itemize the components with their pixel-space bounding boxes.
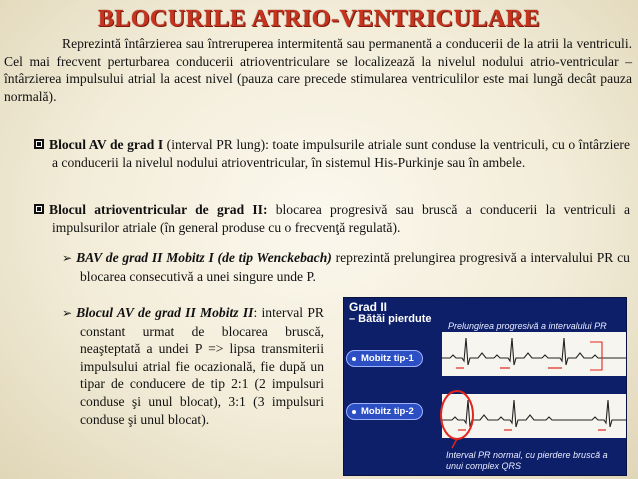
tag-mobitz-1: Mobitz tip-1 <box>346 350 423 367</box>
sub-bullet-mobitz-1-text: reprezintă prelungirea progresivă a intervalului PR cu blocarea consecutivă a unei singure unde P. <box>80 250 630 284</box>
checkbox-bullet-icon <box>34 204 44 214</box>
bullet-grad-2 <box>34 201 630 236</box>
figure-note-progressive: Prelungirea progresivă a intervalului PR <box>448 321 607 331</box>
tag-mobitz-2: Mobitz tip-2 <box>346 403 423 420</box>
intro-paragraph: Reprezintă întârzierea sau întreruperea intermitentă sau permanentă a conducerii de la atrii la ventriculi. Cel mai frecvent perturbarea conducerii atrioventriculare se localizează la nivelul nodului atrio-ventricular – întârzierea impulsului atrial la acest nivel (pauza care precede stimularea ventriculilor este mai lungă decât pauza normală). <box>4 36 632 104</box>
arrow-bullet-icon: ➢ <box>62 306 73 320</box>
sub-bullet-mobitz-1 <box>62 249 630 285</box>
ecg-figure <box>343 297 627 476</box>
figure-title: Grad II <box>349 300 388 314</box>
sub-bullet-mobitz-2 <box>62 304 324 428</box>
arrow-bullet-icon: ➢ <box>62 251 73 265</box>
bullet-grad-1-text: (interval PR lung): toate impulsurile atriale sunt conduse la ventriculi, cu o întârziere a conducerii la nivelul nodului atrioventricular, în sistemul His-Purkinje sau în ambele. <box>52 137 630 170</box>
slide-title: BLOCURILE ATRIO-VENTRICULARE <box>97 6 541 32</box>
sub-bullet-mobitz-2-heading: Blocul AV de grad II Mobitz II <box>76 305 254 320</box>
bullet-grad-1 <box>34 136 630 171</box>
sub-bullet-mobitz-2-text: : interval PR constant urmat de blocarea bruscă, neaşteptată a undei P => lipsa transmiterii impulsului atrial fie ocazională, fie după un tipar de conducere de tip 2:1 (2 impulsuri conduse şi unul blocat), 3:1 (3 impulsuri conduse şi unul blocat). <box>80 305 324 427</box>
checkbox-bullet-icon <box>34 139 44 149</box>
sub-bullet-mobitz-1-heading: BAV de grad II Mobitz I (de tip Wenckebach) <box>76 250 332 265</box>
bullet-grad-2-heading: Blocul atrioventricular de grad II: <box>49 202 268 217</box>
figure-note-normal-pr: Interval PR normal, cu pierdere bruscă a unui complex QRS <box>446 450 608 471</box>
figure-subtitle: – Bătăi pierdute <box>349 313 432 325</box>
bullet-grad-1-heading: Blocul AV de grad I <box>49 137 164 152</box>
bullet-grad-2-text: blocarea progresivă sau bruscă a conducerii la ventriculi a impulsurilor atriale (în general produse cu o frecvenţă regulată). <box>52 202 630 235</box>
